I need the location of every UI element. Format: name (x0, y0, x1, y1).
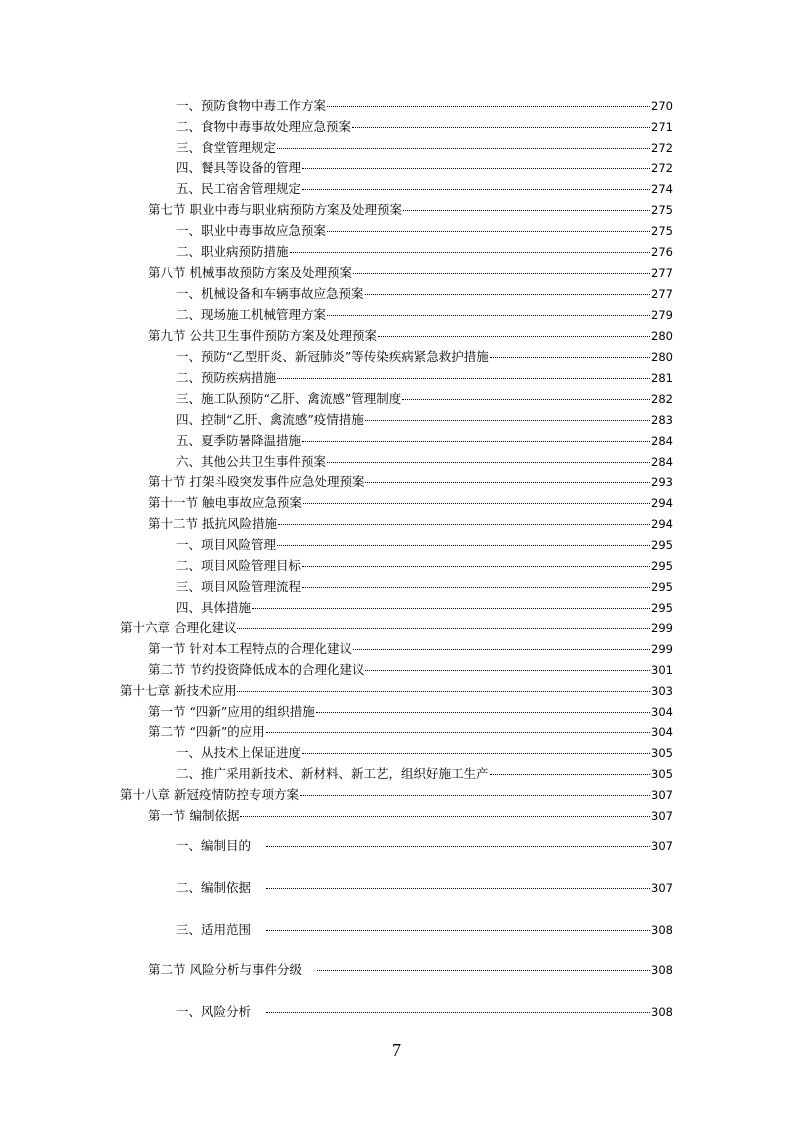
toc-entry-page: 277 (651, 266, 673, 280)
toc-entry-page: 277 (651, 287, 673, 301)
toc-entry-page: 280 (651, 329, 673, 343)
toc-entry[interactable] (176, 836, 673, 856)
toc-entry[interactable] (148, 326, 673, 346)
toc-entry-title: 二、推广采用新技术、新材料、新工艺，组织好施工生产 (176, 766, 489, 781)
toc-entry-title: 二、现场施工机械管理方案 (176, 307, 327, 322)
toc-entry-page: 279 (651, 308, 673, 322)
toc-entry-title: 二、职业病预防措施 (176, 244, 289, 259)
toc-entry-leader (353, 273, 650, 274)
toc-entry-leader (300, 795, 650, 796)
toc-entry-page: 280 (651, 350, 673, 364)
toc-entry-page: 307 (651, 809, 673, 823)
toc-entry[interactable] (176, 920, 673, 940)
toc-entry-leader (302, 753, 650, 754)
toc-entry-leader (266, 732, 650, 733)
toc-entry-title: 一、预防“乙型肝炎、新冠肺炎”等传染疾病紧急救护措施 (176, 349, 489, 364)
toc-entry-leader (302, 189, 650, 190)
toc-entry-title: 第十七章 新技术应用 (120, 683, 237, 698)
toc-entry-page: 294 (651, 496, 673, 510)
toc-entry-leader (353, 649, 650, 650)
toc-entry-leader (327, 462, 650, 463)
toc-entry-title: 二、预防疾病措施 (176, 370, 277, 385)
toc-entry-page: 295 (651, 601, 673, 615)
toc-entry-page: 307 (651, 788, 673, 802)
toc-entry-leader (365, 670, 650, 671)
toc-entry-title: 三、食堂管理规定 (176, 140, 277, 155)
toc-entry-leader (302, 168, 650, 169)
toc-entry-leader (317, 970, 650, 971)
toc-entry-page: 295 (651, 580, 673, 594)
toc-entry-title: 第二节 节约投资降低成本的合理化建议 (148, 662, 365, 677)
toc-entry[interactable] (148, 660, 673, 680)
toc-entry-page: 307 (651, 839, 673, 853)
toc-entry[interactable] (176, 158, 673, 178)
toc-entry[interactable] (176, 764, 673, 784)
toc-entry[interactable] (148, 722, 673, 742)
toc-entry-title: 二、食物中毒事故处理应急预案 (176, 119, 352, 134)
toc-entry-leader (278, 524, 650, 525)
toc-entry-title: 第十八章 新冠疫情防控专项方案 (120, 787, 299, 802)
toc-entry-title: 三、项目风险管理流程 (176, 579, 302, 594)
toc-entry-title: 四、餐具等设备的管理 (176, 160, 302, 175)
toc-entry-leader (302, 587, 650, 588)
toc-entry-title: 五、民工宿舍管理规定 (176, 181, 302, 196)
toc-entry-page: 284 (651, 455, 673, 469)
toc-entry[interactable] (176, 284, 673, 304)
toc-entry[interactable] (176, 878, 673, 898)
toc-entry[interactable] (148, 200, 673, 220)
toc-entry-page: 305 (651, 746, 673, 760)
toc-entry-leader (302, 441, 650, 442)
toc-entry-leader (302, 566, 650, 567)
toc-entry-page: 304 (651, 705, 673, 719)
toc-entry-leader (277, 378, 650, 379)
toc-entry[interactable] (176, 117, 673, 137)
toc-entry-page: 308 (651, 963, 673, 977)
toc-entry-leader (327, 231, 650, 232)
toc-entry-page: 301 (651, 663, 673, 677)
toc-entry-leader (365, 420, 650, 421)
toc-entry-leader (240, 816, 650, 817)
toc-entry[interactable] (176, 452, 673, 472)
toc-entry-title: 二、编制依据 (176, 880, 252, 895)
toc-entry-title: 一、项目风险管理 (176, 537, 277, 552)
toc-entry-title: 三、施工队预防“乙肝、禽流感”管理制度 (176, 391, 402, 406)
toc-entry-page: 283 (651, 413, 673, 427)
toc-entry[interactable] (176, 96, 673, 116)
toc-entry[interactable] (176, 179, 673, 199)
toc-entry-leader (327, 315, 650, 316)
toc-entry-page: 281 (651, 371, 673, 385)
toc-entry-title: 第八节 机械事故预防方案及处理预案 (148, 265, 352, 280)
toc-entry-title: 一、机械设备和车辆事故应急预案 (176, 286, 364, 301)
toc-entry-title: 第十一节 触电事故应急预案 (148, 495, 302, 510)
page-number: 7 (392, 1040, 401, 1060)
toc-entry[interactable] (120, 618, 673, 638)
toc-entry[interactable] (148, 960, 673, 980)
toc-entry-page: 274 (651, 182, 673, 196)
toc-entry[interactable] (176, 305, 673, 325)
toc-entry-page: 299 (651, 642, 673, 656)
toc-entry-page: 293 (651, 475, 673, 489)
toc-entry-page: 272 (651, 161, 673, 175)
toc-entry[interactable] (148, 806, 673, 826)
toc-entry-page: 276 (651, 245, 673, 259)
toc-entry-page: 308 (651, 1005, 673, 1019)
toc-entry-page: 307 (651, 881, 673, 895)
toc-entry[interactable] (176, 368, 673, 388)
toc-entry-page: 294 (651, 517, 673, 531)
toc-entry[interactable] (176, 598, 673, 618)
toc-entry[interactable] (176, 221, 673, 241)
toc-entry-leader (237, 628, 650, 629)
toc-entry-page: 270 (651, 99, 673, 113)
toc-entry-title: 二、项目风险管理目标 (176, 558, 302, 573)
toc-entry-page: 275 (651, 224, 673, 238)
toc-entry[interactable] (176, 1002, 673, 1022)
toc-entry[interactable] (148, 472, 673, 492)
toc-entry-leader (365, 482, 650, 483)
toc-entry-leader (303, 503, 650, 504)
toc-entry[interactable] (176, 535, 673, 555)
toc-entry-title: 第九节 公共卫生事件预防方案及处理预案 (148, 328, 377, 343)
toc-entry-title: 一、职业中毒事故应急预案 (176, 223, 327, 238)
toc-entry-title: 第一节 编制依据 (148, 808, 240, 823)
toc-entry[interactable] (176, 138, 673, 158)
toc-entry[interactable] (148, 702, 673, 722)
toc-entry-title: 第二节 “四新”的应用 (148, 724, 265, 739)
toc-entry-leader (266, 1012, 650, 1013)
toc-entry-leader (266, 888, 650, 889)
toc-entry-page: 284 (651, 434, 673, 448)
toc-entry[interactable] (176, 556, 673, 576)
toc-entry[interactable] (120, 681, 673, 701)
toc-entry[interactable] (148, 493, 673, 513)
toc-entry[interactable] (176, 347, 673, 367)
toc-entry-leader (352, 127, 650, 128)
toc-entry-page: 271 (651, 120, 673, 134)
toc-entry-leader (237, 691, 650, 692)
toc-entry-title: 第一节 针对本工程特点的合理化建议 (148, 641, 352, 656)
toc-entry-title: 五、夏季防暑降温措施 (176, 433, 302, 448)
toc-entry-leader (277, 148, 650, 149)
toc-entry[interactable] (120, 785, 673, 805)
toc-entry-title: 一、预防食物中毒工作方案 (176, 98, 327, 113)
toc-entry-title: 第十节 打架斗殴突发事件应急处理预案 (148, 474, 365, 489)
toc-entry-title: 四、具体措施 (176, 600, 252, 615)
toc-entry[interactable] (176, 577, 673, 597)
toc-entry[interactable] (148, 514, 673, 534)
toc-entry[interactable] (148, 639, 673, 659)
toc-entry[interactable] (176, 410, 673, 430)
toc-entry-title: 第十二节 抵抗风险措施 (148, 516, 277, 531)
toc-entry-leader (403, 210, 650, 211)
toc-entry-title: 四、控制“乙肝、禽流感”疫情措施 (176, 412, 364, 427)
toc-entry-title: 第十六章 合理化建议 (120, 620, 237, 635)
toc-entry-page: 305 (651, 767, 673, 781)
toc-entry[interactable] (176, 431, 673, 451)
toc-entry-leader (490, 357, 650, 358)
toc-entry-leader (490, 774, 651, 775)
toc-entry[interactable] (148, 263, 673, 283)
toc-entry-page: 295 (651, 559, 673, 573)
toc-entry-page: 282 (651, 392, 673, 406)
toc-entry-leader (327, 106, 650, 107)
toc-entry-title: 第二节 风险分析与事件分级 (148, 962, 302, 977)
toc-entry-page: 303 (651, 684, 673, 698)
toc-entry-page: 272 (651, 141, 673, 155)
toc-entry-leader (402, 399, 650, 400)
toc-entry-leader (290, 252, 651, 253)
toc-entry-leader (365, 294, 651, 295)
toc-entry[interactable] (176, 389, 673, 409)
toc-entry-title: 第一节 “四新”应用的组织措施 (148, 704, 315, 719)
toc-entry-page: 299 (651, 621, 673, 635)
toc-entry[interactable] (176, 743, 673, 763)
toc-entry-leader (266, 846, 650, 847)
toc-entry-title: 一、风险分析 (176, 1004, 252, 1019)
toc-entry-leader (266, 930, 650, 931)
toc-entry-title: 三、适用范围 (176, 922, 252, 937)
toc-entry-page: 304 (651, 725, 673, 739)
toc-entry-page: 295 (651, 538, 673, 552)
toc-entry-title: 第七节 职业中毒与职业病预防方案及处理预案 (148, 202, 402, 217)
toc-entry-leader (316, 712, 650, 713)
toc-entry-page: 275 (651, 203, 673, 217)
toc-entry-title: 一、编制目的 (176, 838, 252, 853)
toc-entry-title: 一、从技术上保证进度 (176, 745, 302, 760)
toc-entry-leader (277, 545, 650, 546)
toc-entry[interactable] (176, 242, 673, 262)
toc-entry-leader (252, 608, 650, 609)
toc-entry-page: 308 (651, 923, 673, 937)
toc-entry-title: 六、其他公共卫生事件预案 (176, 454, 327, 469)
toc-entry-leader (378, 336, 650, 337)
